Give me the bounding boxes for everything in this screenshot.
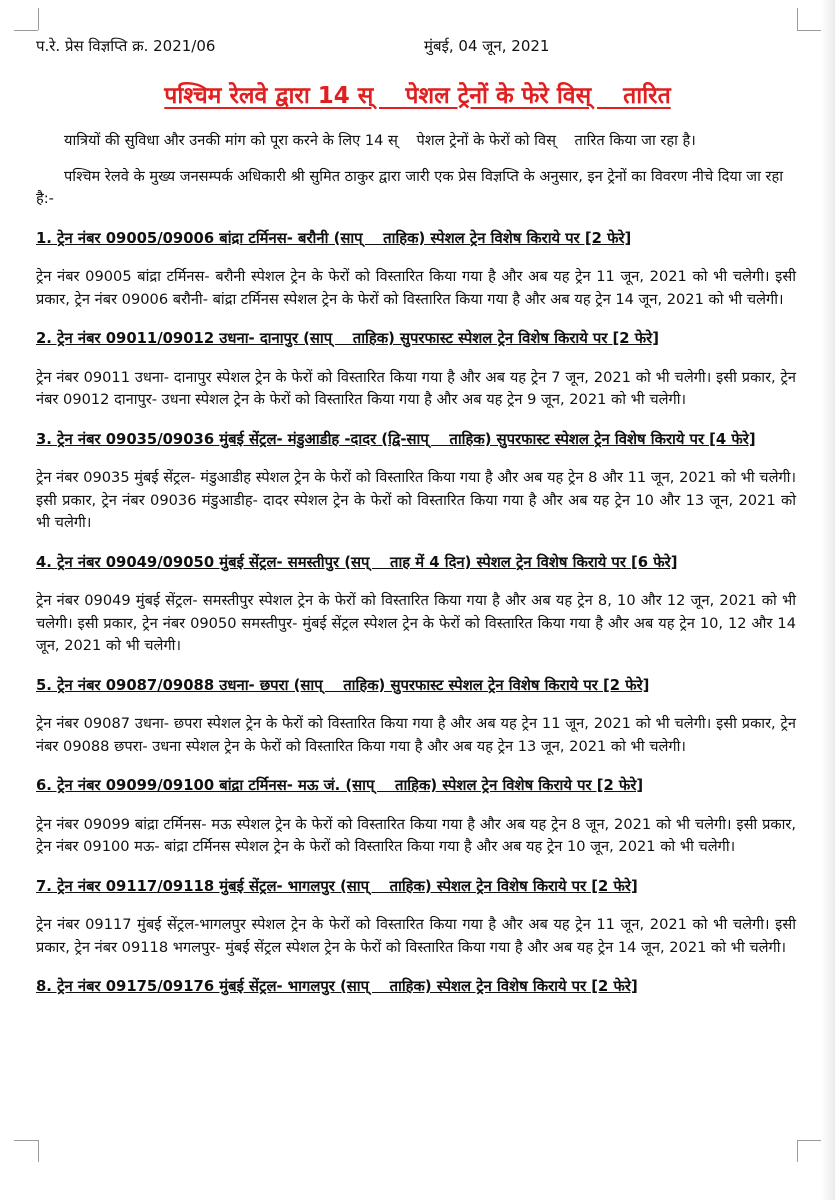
section-body: ट्रेन नंबर 09049 मुंबई सेंट्रल- समस्तीपुर स्पेशल ट्रेन के फेरों को विस्तारित किया गया है और अब यह ट्रेन 8, 10 और 12 जून, 2021 को भी चलेगी। इसी प्रकार, ट्रेन नंबर 09050 समस्तीपुर- मुंबई सेंट्रल स्पेशल ट्रेन के फेरों को विस्तारित किया गया है और अब यह ट्रेन 10, 12 और 14 जून, 2021 को भी चलेगी। bbox=[36, 592, 801, 654]
intro-paragraph: पश्चिम रेलवे के मुख्य जनसम्पर्क अधिकारी श्री सुमित ठाकुर द्वारा जारी एक प्रेस विज्ञप्ति के अनुसार, इन ट्रेनों का विवरण नीचे दिया जा रहा है:- bbox=[36, 167, 788, 207]
train-section bbox=[36, 976, 796, 999]
train-section bbox=[36, 876, 801, 960]
crop-mark bbox=[14, 1140, 38, 1141]
section-heading: 6. ट्रेन नंबर 09099/09100 बांद्रा टर्मिनस- मऊ जं. (साप् ताहिक) स्पेशल ट्रेन विशेष किराये पर [2 फेरे] bbox=[36, 777, 644, 794]
crop-mark bbox=[797, 30, 821, 31]
section-heading: 2. ट्रेन नंबर 09011/09012 उधना- दानापुर (साप् ताहिक) सुपरफास्ट स्पेशल ट्रेन विशेष किराये पर [2 फेरे] bbox=[36, 330, 659, 347]
reference-number: प.रे. प्रेस विज्ञप्ति क्र. 2021/06 bbox=[36, 37, 216, 55]
document-body bbox=[36, 130, 801, 1015]
intro-paragraph: यात्रियों की सुविधा और उनकी मांग को पूरा करने के लिए 14 स् पेशल ट्रेनों के फेरों को विस् तारित किया जा रहा है। bbox=[64, 132, 696, 149]
section-body: ट्रेन नंबर 09011 उधना- दानापुर स्पेशल ट्रेन के फेरों को विस्तारित किया गया है और अब यह ट्रेन 7 जून, 2021 को भी चलेगी। इसी प्रकार, ट्रेन नंबर 09012 दानापुर- उधना स्पेशल ट्रेन के फेरों को विस्तारित किया गया है और अब यह ट्रेन 9 जून, 2021 को भी चलेगी। bbox=[36, 368, 801, 408]
section-heading: 8. ट्रेन नंबर 09175/09176 मुंबई सेंट्रल- भागलपुर (साप् ताहिक) स्पेशल ट्रेन विशेष किराये पर [2 फेरे] bbox=[36, 978, 638, 995]
section-body: ट्रेन नंबर 09035 मुंबई सेंट्रल- मंडुआडीह स्पेशल ट्रेन के फेरों को विस्तारित किया गया है और अब यह ट्रेन 8 और 11 जून, 2021 को भी चलेगी। इसी प्रकार, ट्रेन नंबर 09036 मंडुआडीह- दादर स्पेशल ट्रेन के फेरों को विस्तारित किया गया है और अब यह ट्रेन 10 और 13 जून, 2021 को भी चलेगी। bbox=[36, 469, 801, 531]
place-date: मुंबई, 04 जून, 2021 bbox=[424, 37, 550, 55]
section-body: ट्रेन नंबर 09099 बांद्रा टर्मिनस- मऊ स्पेशल ट्रेन के फेरों को विस्तारित किया गया है और अब यह ट्रेन 8 जून, 2021 को भी चलेगी। इसी प्रकार, ट्रेन नंबर 09100 मऊ- बांद्रा टर्मिनस स्पेशल ट्रेन के फेरों को विस्तारित किया गया है और अब यह ट्रेन 10 जून, 2021 को भी चलेगी। bbox=[36, 815, 801, 855]
section-body: ट्रेन नंबर 09005 बांद्रा टर्मिनस- बरौनी स्पेशल ट्रेन के फेरों को विस्तारित किया गया है और अब यह ट्रेन 11 जून, 2021 को भी चलेगी। इसी प्रकार, ट्रेन नंबर 09006 बरौनी- बांद्रा टर्मिनस स्पेशल ट्रेन के फेरों को विस्तारित किया गया है और अब यह ट्रेन 14 जून, 2021 को भी चलेगी। bbox=[36, 268, 801, 308]
train-section bbox=[36, 552, 801, 658]
crop-mark bbox=[14, 30, 38, 31]
section-body: ट्रेन नंबर 09117 मुंबई सेंट्रल-भागलपुर स्पेशल ट्रेन के फेरों को विस्तारित किया गया है और अब यह ट्रेन 11 जून, 2021 को भी चलेगी। इसी प्रकार, ट्रेन नंबर 09118 भगलपुर- मुंबई सेंट्रल स्पेशल ट्रेन के फेरों को विस्तारित किया गया है और अब यह ट्रेन 14 जून, 2021 को भी चलेगी। bbox=[36, 916, 801, 956]
page-edge-shadow bbox=[821, 0, 835, 1200]
crop-mark bbox=[38, 1140, 39, 1162]
section-body: ट्रेन नंबर 09087 उधना- छपरा स्पेशल ट्रेन के फेरों को विस्तारित किया गया है और अब यह ट्रेन 11 जून, 2021 को भी चलेगी। इसी प्रकार, ट्रेन नंबर 09088 छपरा- उधना स्पेशल ट्रेन के फेरों को विस्तारित किया गया है और अब यह ट्रेन 13 जून, 2021 को भी चलेगी। bbox=[36, 715, 801, 755]
section-heading: 1. ट्रेन नंबर 09005/09006 बांद्रा टर्मिनस- बरौनी (साप् ताहिक) स्पेशल ट्रेन विशेष किराये पर [2 फेरे] bbox=[36, 229, 632, 247]
page-title: पश्चिम रेलवे द्वारा 14 स् पेशल ट्रेनों के फेरे विस् तारित bbox=[164, 83, 671, 109]
train-section bbox=[36, 429, 801, 535]
section-heading: 5. ट्रेन नंबर 09087/09088 उधना- छपरा (साप् ताहिक) सुपरफास्ट स्पेशल ट्रेन विशेष किराये पर [2 फेरे] bbox=[36, 676, 650, 694]
crop-mark bbox=[797, 1140, 798, 1162]
train-section bbox=[36, 675, 801, 759]
crop-mark bbox=[38, 8, 39, 30]
crop-mark bbox=[797, 8, 798, 30]
section-heading: 3. ट्रेन नंबर 09035/09036 मुंबई सेंट्रल- मंडुआडीह -दादर (द्वि-साप् ताहिक) सुपरफास्ट स्पेशल ट्रेन विशेष किराये पर [4 फेरे] bbox=[36, 430, 756, 448]
section-heading: 7. ट्रेन नंबर 09117/09118 मुंबई सेंट्रल- भागलपुर (साप् ताहिक) स्पेशल ट्रेन विशेष किराये पर [2 फेरे] bbox=[36, 877, 638, 895]
section-heading: 4. ट्रेन नंबर 09049/09050 मुंबई सेंट्रल- समस्तीपुर (सप् ताह में 4 दिन) स्पेशल ट्रेन विशेष किराये पर [6 फेरे] bbox=[36, 553, 678, 571]
train-section bbox=[36, 775, 801, 859]
train-section bbox=[36, 228, 801, 312]
crop-mark bbox=[797, 1140, 821, 1141]
train-section bbox=[36, 328, 801, 412]
press-release-header bbox=[36, 36, 796, 58]
